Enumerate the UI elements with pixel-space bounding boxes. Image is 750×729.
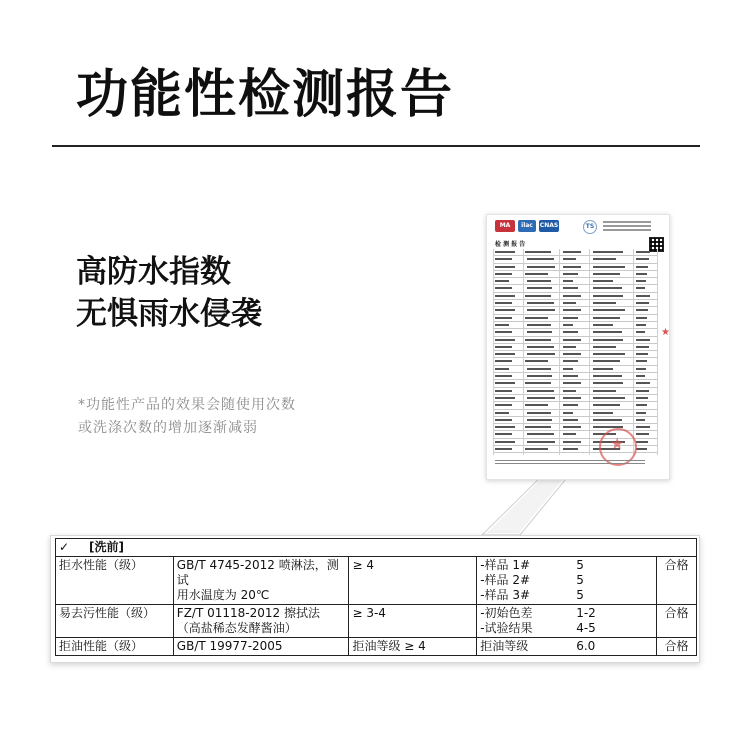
report-row [493, 424, 658, 431]
sample-results-cell: -初始色差 1-2 -试验结果 4-5 [477, 605, 657, 638]
report-row [493, 373, 658, 380]
report-row [493, 395, 658, 402]
requirement-cell: ≥ 3-4 [349, 605, 477, 638]
report-row [493, 344, 658, 351]
method-cell: FZ/T 01118-2012 擦拭法 （高盐稀态发酵酱油） [173, 605, 349, 638]
sample-results-cell: -样品 1# 5 -样品 2# 5 -样品 3# 5 [477, 557, 657, 605]
section-header [56, 539, 697, 557]
report-row [493, 293, 658, 300]
report-row [493, 351, 658, 358]
test-report-thumbnail [486, 214, 670, 480]
report-row [493, 315, 658, 322]
table-row [56, 638, 697, 656]
check-icon: ✓ [59, 540, 70, 554]
table-row [56, 557, 697, 605]
page-title: 功能性检测报告 [76, 65, 455, 125]
verdict-cell: 合格 [657, 638, 697, 656]
report-row [493, 300, 658, 307]
table-row [56, 605, 697, 638]
report-row [493, 256, 658, 263]
requirement-cell: ≥ 4 [349, 557, 477, 605]
zoomed-results-table [50, 535, 700, 663]
report-row [493, 329, 658, 336]
report-header-text [603, 221, 651, 232]
report-row [493, 285, 658, 292]
report-title: 检 测 报 告 [495, 241, 526, 248]
report-row [493, 388, 658, 395]
report-row [493, 417, 658, 424]
requirement-cell: 拒油等级 ≥ 4 [349, 638, 477, 656]
report-row [493, 271, 658, 278]
verdict-cell: 合格 [657, 557, 697, 605]
seal-fragment-icon: ★ [661, 327, 670, 338]
disclaimer-line-2: 或洗涤次数的增加逐渐减弱 [78, 420, 258, 436]
report-row [493, 278, 658, 285]
report-row [493, 307, 658, 314]
feature-headline-2: 无惧雨水侵袭 [76, 296, 262, 332]
report-row [493, 337, 658, 344]
ilac-logo-icon: ilac [518, 220, 536, 232]
report-row [493, 358, 658, 365]
feature-headline-1: 高防水指数 [76, 254, 231, 290]
ts-logo-icon: TS [583, 220, 597, 234]
verdict-cell: 合格 [657, 605, 697, 638]
report-row [493, 380, 658, 387]
section-label: [洗前] [89, 540, 124, 554]
disclaimer-line-1: *功能性产品的效果会随使用次数 [78, 397, 296, 413]
property-cell: 易去污性能（级） [56, 605, 174, 638]
property-cell: 拒油性能（级） [56, 638, 174, 656]
sample-results-cell: 拒油等级 6.0 [477, 638, 657, 656]
report-row [493, 402, 658, 409]
property-cell: 拒水性能（级） [56, 557, 174, 605]
report-table-preview [493, 249, 658, 455]
report-row [493, 410, 658, 417]
cnas-logo-icon: CNAS [539, 220, 559, 232]
report-row [493, 366, 658, 373]
report-row [493, 264, 658, 271]
method-cell: GB/T 4745-2012 喷淋法，测试 用水温度为 20℃ [173, 557, 349, 605]
cma-logo-icon: MA [495, 220, 515, 232]
report-row [493, 322, 658, 329]
report-footer-text [495, 460, 645, 468]
method-cell: GB/T 19977-2005 [173, 638, 349, 656]
report-row [493, 249, 658, 256]
